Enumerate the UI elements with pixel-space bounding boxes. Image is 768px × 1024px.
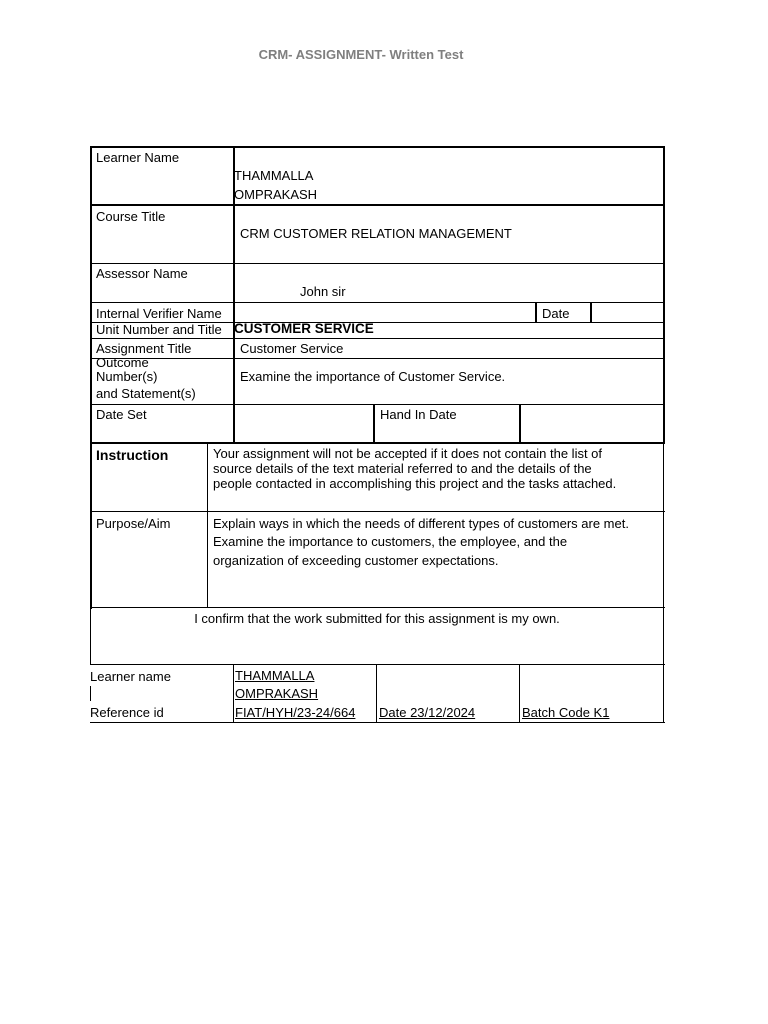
learner-name-line2: OMPRAKASH [234,187,318,202]
footer-date: Date 23/12/2024 [379,705,476,720]
row-divider [90,664,665,665]
row-divider [90,204,665,206]
table-border-bottom [90,442,665,444]
confirmation-text: I confirm that the work submitted for this assignment is my own. [194,611,560,626]
assessor-name-value: John sir [300,284,346,299]
row-divider [90,263,665,264]
column-divider [233,665,234,723]
instruction-line1: Your assignment will not be accepted if it does not contain the list of [213,446,603,461]
learner-name-line1: THAMMALLA [234,168,314,183]
learner-name-label: Learner Name [96,150,180,165]
row-divider [90,404,665,405]
column-divider [590,302,592,323]
assignment-title-value: Customer Service [240,341,344,356]
footer-name-line2: OMPRAKASH [235,686,319,701]
footer-name-line1: THAMMALLA [235,668,315,683]
unit-label: Unit Number and Title [96,322,222,337]
purpose-line2: Examine the importance to customers, the employee, and the [213,534,568,549]
date-label: Date [542,306,570,321]
purpose-line3: organization of exceeding customer expectations. [213,553,499,568]
row-divider [90,302,665,303]
footer-reference-id-value: FIAT/HYH/23-24/664 [235,705,356,720]
date-set-label: Date Set [96,407,147,422]
assignment-title-label: Assignment Title [96,341,192,356]
purpose-label: Purpose/Aim [96,516,171,531]
row-divider [90,607,665,608]
table-border-left [90,146,92,444]
instruction-line2: source details of the text material referred to and the details of the [213,461,592,476]
footer-reference-id-label: Reference id [90,705,164,720]
column-divider [373,404,375,443]
text-cursor [90,686,91,701]
outcome-label-line2: Number(s) [96,369,158,384]
column-divider [376,665,377,723]
hand-in-date-label: Hand In Date [380,407,457,422]
outcome-label-line1: Outcome [96,355,149,370]
table-border-right [663,665,664,723]
table-border-right [663,443,664,665]
footer-bottom-border [90,722,665,723]
course-title-value: CRM CUSTOMER RELATION MANAGEMENT [240,226,512,241]
footer-batch-code: Batch Code K1 [522,705,610,720]
outcome-value: Examine the importance of Customer Service. [240,369,506,384]
table-border-right [663,146,665,444]
column-divider [519,404,521,443]
course-title-label: Course Title [96,209,166,224]
row-divider [90,358,665,359]
footer-learner-name-label: Learner name [90,669,171,684]
row-divider [90,511,665,512]
instruction-line3: people contacted in accomplishing this project and the tasks attached. [213,476,617,491]
column-divider [519,665,520,723]
unit-value: CUSTOMER SERVICE [234,321,374,336]
instruction-label: Instruction [96,447,169,463]
outcome-label-line3: and Statement(s) [96,386,196,401]
purpose-line1: Explain ways in which the needs of different types of customers are met. [213,516,629,531]
column-divider [207,443,208,608]
document-title: CRM- ASSIGNMENT- Written Test [258,47,464,62]
table-border-left [90,443,92,609]
table-border-top [90,146,665,148]
assessor-name-label: Assessor Name [96,266,188,281]
internal-verifier-label: Internal Verifier Name [96,306,222,321]
column-divider [535,302,537,323]
